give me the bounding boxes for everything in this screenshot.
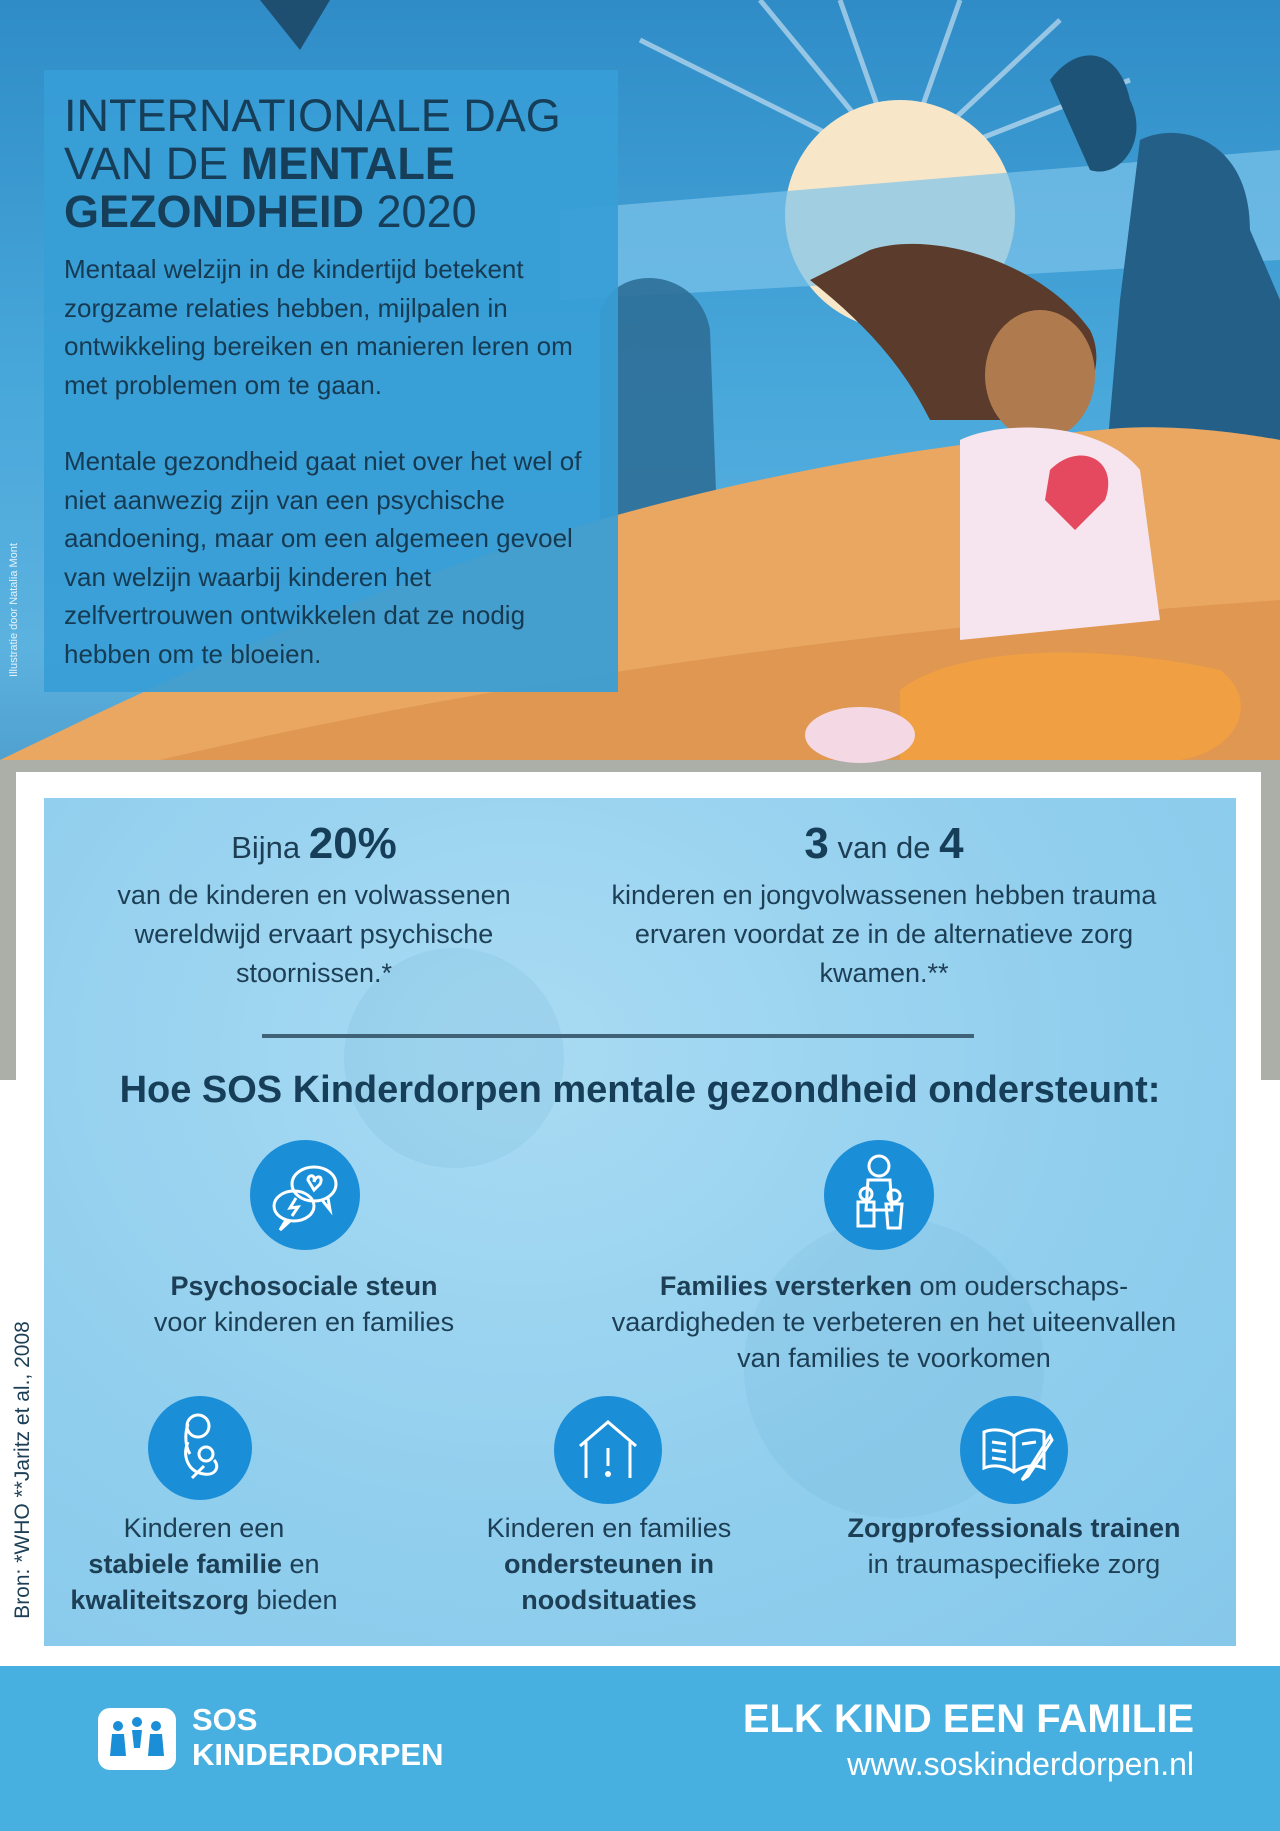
content-panel <box>44 798 1236 1646</box>
house-alert-icon <box>554 1396 662 1504</box>
sos-logo-icon <box>98 1708 176 1770</box>
footer <box>0 1666 1280 1831</box>
item-train-professionals: Zorgprofessionals trainen in traumaspecifieke zorg <box>847 1513 1181 1579</box>
book-pen-icon <box>960 1396 1068 1504</box>
section-title: Hoe SOS Kinderdorpen mentale gezondheid ondersteunt: <box>119 1069 1161 1111</box>
item-stable-family: Kinderen een stabiele familie en kwaliteitszorg bieden <box>70 1513 338 1615</box>
stat-20-percent <box>54 819 574 993</box>
parent-child-icon <box>148 1396 252 1500</box>
stat-headline: 3 van de 4 <box>804 819 964 868</box>
stat-description: kinderen en jongvolwassenen hebben trauma ervaren voordat ze in de alternatieve zorg kwamen.** <box>611 880 1157 988</box>
intro-paragraph-1: Mentaal welzijn in de kindertijd betekent zorgzame relaties hebben, mijlpalen in ontwikkeling bereiken en manieren leren om met problemen om te gaan. <box>64 254 573 400</box>
family-icon <box>824 1140 934 1250</box>
source-note: Bron: *WHO **Jaritz et al., 2008 <box>11 1321 34 1619</box>
stat-3-of-4 <box>604 819 1164 993</box>
speech-bubbles-icon <box>250 1140 360 1250</box>
slogan: ELK KIND EEN FAMILIE <box>742 1697 1194 1741</box>
website-link[interactable]: www.soskinderdorpen.nl <box>847 1746 1194 1782</box>
stat-headline: Bijna 20% <box>231 819 397 868</box>
item-psychosocial-support: Psychosociale steun voor kinderen en families <box>153 1271 455 1337</box>
divider <box>262 1034 974 1038</box>
item-emergency-support: Kinderen en families ondersteunen in noodsituaties <box>486 1513 732 1615</box>
illustration-credit: Illustratie door Natalia Mont <box>8 543 20 677</box>
logo-text: SOS KINDERDORPEN <box>192 1702 444 1772</box>
page-title: INTERNATIONALE DAG VAN DE MENTALE GEZONDHEID 2020 <box>64 90 561 237</box>
intro-panel <box>44 70 618 692</box>
intro-paragraph-2: Mentale gezondheid gaat niet over het wel of niet aanwezig zijn van een psychische aandoening, maar om een algemeen gevoel van welzijn waarbij kinderen het zelfvertrouwen ontwikkelen dat ze nodig hebben om te bloeien. <box>64 446 582 669</box>
stat-description: van de kinderen en volwassenen wereldwijd ervaart psychische stoornissen.* <box>117 880 511 988</box>
item-strengthen-families: Families versterken om ouderschaps-vaardigheden te verbeteren en het uiteenvallen van families te voorkomen <box>611 1271 1177 1373</box>
